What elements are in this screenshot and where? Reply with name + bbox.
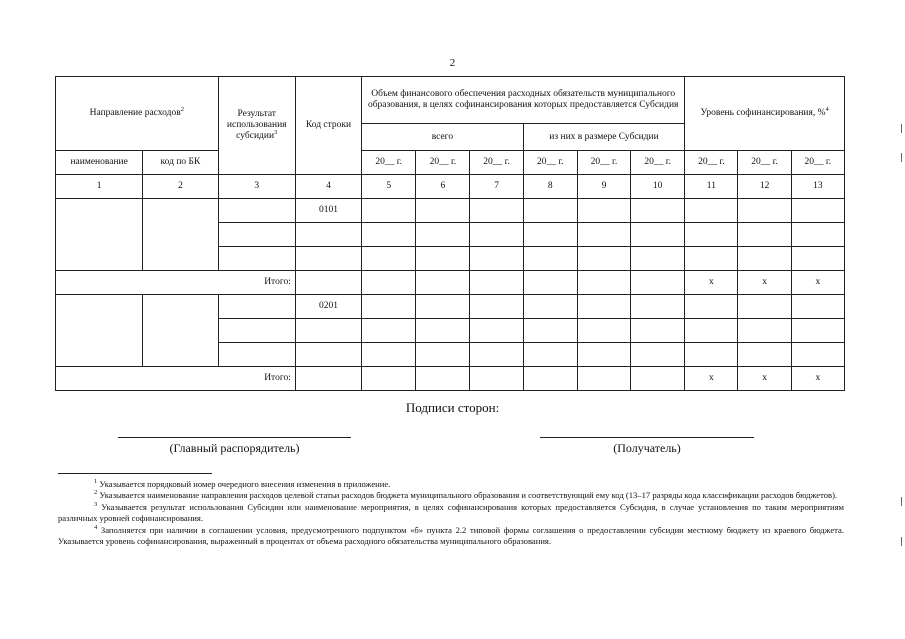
scan-mark: [901, 124, 902, 133]
header-year: 20__ г.: [470, 151, 523, 175]
header-year: 20__ г.: [523, 151, 577, 175]
total-label: Итого:: [56, 271, 296, 295]
footnote-separator: [58, 473, 212, 474]
col-num: 2: [143, 175, 218, 199]
cell-name: [56, 199, 143, 271]
page-number: 2: [449, 57, 456, 69]
x-mark: x: [791, 367, 844, 391]
header-year: 20__ г.: [791, 151, 844, 175]
column-number-row: [56, 175, 845, 199]
x-mark: x: [685, 367, 738, 391]
total-row: [56, 271, 845, 295]
header-line-code: Код строки: [295, 77, 361, 175]
signature-label-right: (Получатель): [613, 441, 681, 455]
signature-label-left: (Главный распорядитель): [169, 441, 300, 455]
col-num: 8: [523, 175, 577, 199]
table-row: [56, 295, 845, 319]
scan-mark: [901, 497, 902, 506]
header-year: 20__ г.: [416, 151, 470, 175]
col-num: 10: [631, 175, 685, 199]
cell-result: [218, 199, 295, 223]
col-num: 6: [416, 175, 470, 199]
header-direction: Направление расходов$^2$: [56, 77, 219, 151]
x-mark: x: [738, 367, 791, 391]
footnote: $^1$ Указывается порядковый номер очередного внесения изменения в приложение.: [94, 478, 391, 489]
cell-bk-code: [143, 199, 218, 271]
footnote: $^2$ Указывается наименование направления расходов целевой статьи расходов бюджета муниципального образования и соответствующий ему код (13–17 разряды кода классификации расходов бюджетов).: [94, 489, 838, 501]
table-row: [56, 199, 845, 223]
x-mark: x: [738, 271, 791, 295]
header-result: Результат использования субсидии$^3$: [218, 77, 295, 175]
col-num: 13: [791, 175, 844, 199]
signature-line-left: [118, 437, 351, 438]
header-volume: Объем финансового обеспечения расходных обязательств муниципального образования, в целях софинансирования которых предоставляется Субсидия: [362, 77, 685, 124]
x-mark: x: [685, 271, 738, 295]
header-year: 20__ г.: [362, 151, 416, 175]
footnote: $^3$ Указывается результат использования Субсидии или наименование мероприятия, в целях софинансирования которых предоставляется Субсидия, в случае установления по таким мероприятиям различных уровней софинансирования.: [58, 500, 844, 524]
total-row: [56, 367, 845, 391]
scan-mark: [901, 153, 902, 162]
col-num: 5: [362, 175, 416, 199]
footnote: $^4$ Заполняется при наличии в соглашении условия, предусмотренного подпунктом «б» пункта 2.2 типовой формы соглашения о предоставлении субсидии местному бюджету из краевого бюджета. Указывается уровень софинансирования, выраженный в процентах от объема расходного обязательства муниципального образования.: [58, 523, 844, 547]
col-num: 4: [295, 175, 361, 199]
col-num: 1: [56, 175, 143, 199]
signatures-title: Подписи сторон:: [405, 400, 500, 415]
col-num: 12: [738, 175, 791, 199]
header-year: 20__ г.: [685, 151, 738, 175]
header-total: всего: [362, 124, 524, 151]
subsidy-table: [55, 76, 845, 391]
header-year: 20__ г.: [631, 151, 685, 175]
col-num: 9: [577, 175, 630, 199]
footnotes: [58, 479, 844, 547]
header-name: наименование: [56, 151, 143, 175]
header-year: 20__ г.: [577, 151, 630, 175]
x-mark: x: [791, 271, 844, 295]
header-cofin-level: Уровень софинансирования, %$^4$: [685, 77, 845, 151]
cell-line-code: 0201: [295, 295, 361, 319]
col-num: 3: [218, 175, 295, 199]
cell-result: [218, 295, 295, 319]
scan-mark: [901, 537, 902, 546]
signature-line-right: [540, 437, 754, 438]
col-num: 11: [685, 175, 738, 199]
header-year: 20__ г.: [738, 151, 791, 175]
cell-line-code: 0101: [295, 199, 361, 223]
cell-bk-code: [143, 295, 218, 367]
col-num: 7: [470, 175, 523, 199]
cell-name: [56, 295, 143, 367]
total-label: Итого:: [56, 367, 296, 391]
header-bk-code: код по БК: [143, 151, 218, 175]
header-subsidy-part: из них в размере Субсидии: [523, 124, 685, 151]
